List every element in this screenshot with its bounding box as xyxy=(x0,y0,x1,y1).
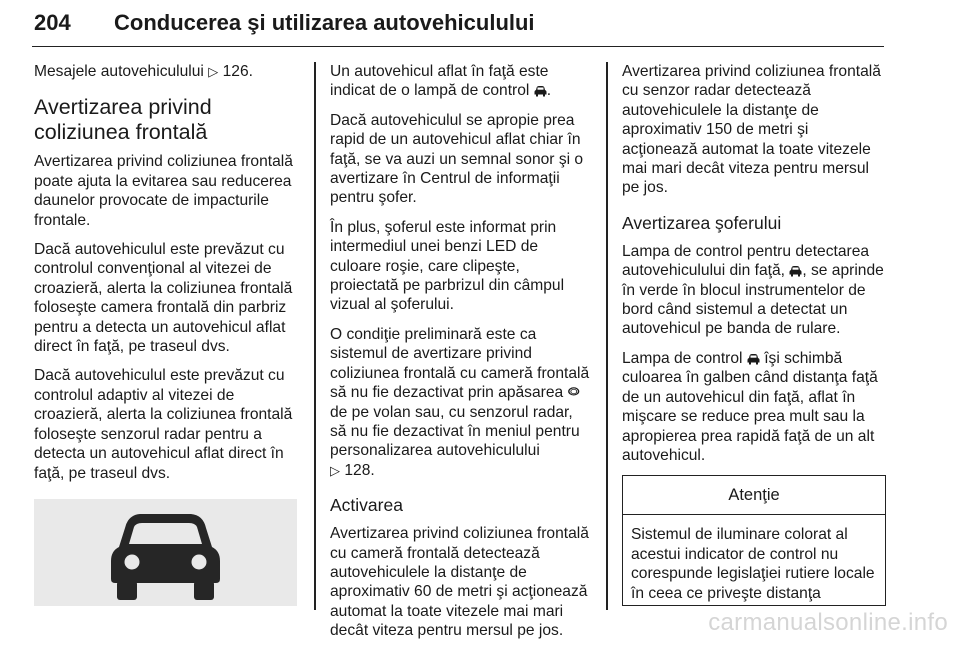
text: Lampa de control xyxy=(622,349,743,367)
column-divider xyxy=(606,62,608,610)
car-front-icon xyxy=(34,499,297,606)
paragraph: În plus, şoferul este informat prin intermediul unei benzi LED de culoare roşie, care clipeşte, proiectată pe parbrizul din câmpul vizual al şoferului. xyxy=(330,218,565,314)
vehicle-ahead-indicator-icon xyxy=(747,353,760,365)
paragraph xyxy=(622,242,886,339)
steering-wheel-button-icon: ⭖ xyxy=(567,384,580,402)
paragraph: Dacă autovehiculul este prevăzut cu controlul convenţional al vitezei de croazieră, alerta la coliziunea frontală foloseşte camera frontală din parbriz pentru a detecta un autovehicul aflat direct în faţă, pe traseul dvs. xyxy=(34,241,293,356)
paragraph: Dacă autovehiculul este prevăzut cu controlul adaptiv al vitezei de croazieră, alerta la coliziunea frontală foloseşte senzorul radar pentru a detecta un autovehicul aflat direct în faţă, pe traseul dvs. xyxy=(34,367,293,482)
vehicle-ahead-indicator-icon xyxy=(789,265,802,277)
page-reference-arrow-icon: ▷ xyxy=(208,64,219,79)
page-reference-arrow-icon: ▷ xyxy=(330,462,340,478)
text: Mesajele autovehiculului xyxy=(34,63,204,80)
notice-box xyxy=(622,475,886,606)
text: O condiţie preliminară este ca sistemul de avertizare privind coliziunea frontală cu cameră frontală să nu fie dezactivat prin apăsarea xyxy=(330,325,590,402)
paragraph: Avertizarea privind coliziunea frontală cu senzor radar detectează autovehiculele la distanţe de aproximativ 150 de metri şi acţionează automat la toate vitezele mai mari decât viteza pentru mersul pe jos. xyxy=(622,63,881,197)
front-car-illustration xyxy=(34,499,297,606)
notice-title: Atenţie xyxy=(623,476,885,515)
column-2 xyxy=(330,62,592,651)
paragraph xyxy=(330,62,592,101)
text: , se aprinde în verde în blocul instrumentelor de bord când sistemul a detectat un autovehicul pe banda de rulare. xyxy=(622,262,884,338)
column-divider xyxy=(314,62,316,610)
section-heading: Avertizarea şoferului xyxy=(622,212,782,233)
column-1 xyxy=(34,62,302,606)
page-header xyxy=(32,0,884,47)
notice-body: Sistemul de iluminare colorat al acestui indicator de control nu corespunde legislaţiei rutiere locale în ceea ce priveşte distanţa xyxy=(631,526,875,602)
paragraph: Avertizarea privind coliziunea frontală poate ajuta la evitarea sau reducerea daunelor provocate de impacturile frontale. xyxy=(34,153,293,229)
paragraph xyxy=(622,349,886,465)
paragraph: Dacă autovehiculul se apropie prea rapid de un autovehicul aflat chiar în faţă, se va auzi un semnal sonor şi o avertizare în Centrul de informaţii pentru şofer. xyxy=(330,111,584,207)
text: . xyxy=(546,82,552,100)
text: Un autovehicul aflat în faţă este indicat de o lampă de control xyxy=(330,63,549,100)
text: de pe volan sau, cu senzorul radar, să nu fie dezactivat în meniul pentru personalizarea autovehiculului xyxy=(330,403,580,460)
paragraph: Avertizarea privind coliziunea frontală cu cameră frontală detectează autovehiculele la distanţe de aproximativ 60 de metri şi acţionează automat la toate vitezele mai mari decât viteza pentru mersul pe jos. xyxy=(330,525,589,640)
section-heading: Activarea xyxy=(330,495,403,516)
paragraph xyxy=(34,62,302,81)
paragraph xyxy=(330,325,592,480)
chapter-title: Conducerea şi utilizarea autovehiculului xyxy=(114,10,535,35)
text: Lampa de control pentru detectarea autovehiculului din faţă, xyxy=(622,242,870,280)
page-reference: 126. xyxy=(222,63,253,80)
watermark: carmanualsonline.info xyxy=(708,609,948,636)
vehicle-ahead-indicator-icon xyxy=(534,85,547,97)
column-3 xyxy=(622,62,886,606)
page-reference: 128. xyxy=(344,461,375,479)
section-heading: Avertizarea privind coliziunea frontală xyxy=(34,95,212,144)
text: îşi schimbă culoarea în galben când distanţa faţă de un autovehicul din faţă, aflat în mişcare se reduce prea mult sau la apropierea prea rapidă faţă de un alt autovehicul. xyxy=(622,349,878,464)
page-number: 204 xyxy=(34,10,71,35)
